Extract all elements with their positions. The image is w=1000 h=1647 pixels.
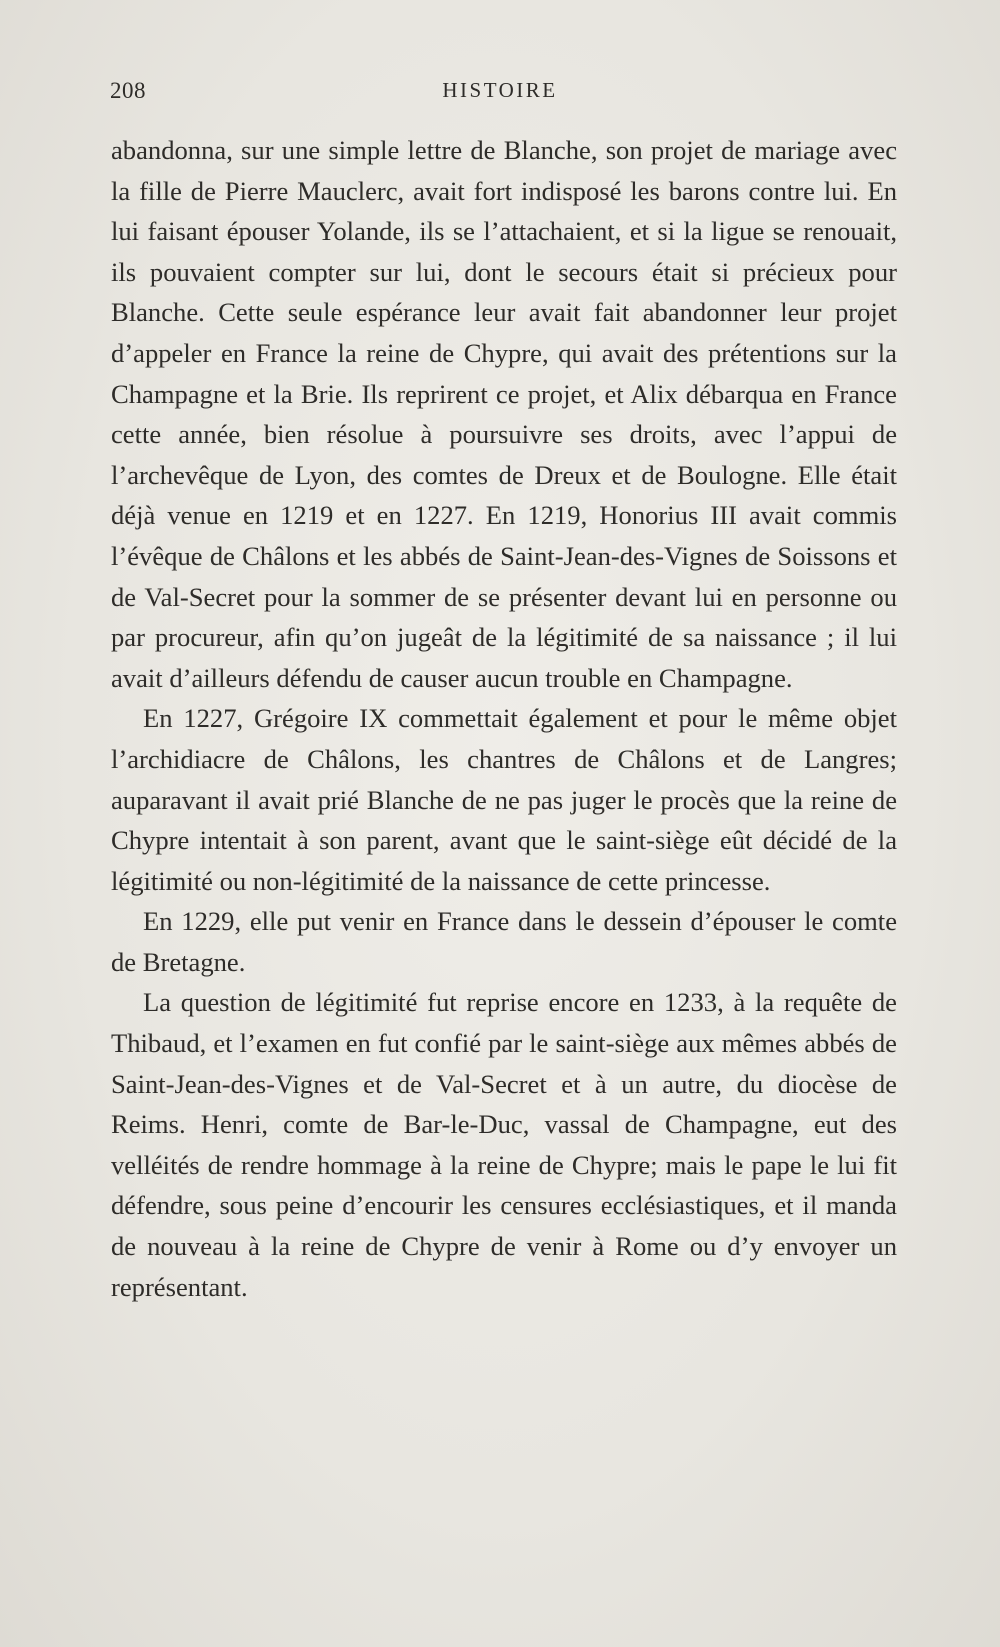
running-title: HISTOIRE bbox=[442, 78, 558, 102]
running-head bbox=[110, 78, 890, 112]
paragraph-1: abandonna, sur une simple lettre de Blanche, son projet de mariage avec la fille de Pierre Mauclerc, avait fort indisposé les barons contre lui. En lui faisant épouser Yolande, ils se l’attachaient, et si la ligue se renouait, ils pouvaient compter sur lui, dont le secours était si précieux pour Blanche. Cette seule espérance leur avait fait abandonner leur projet d’appeler en France la reine de Chypre, qui avait des prétentions sur la Champagne et la Brie. Ils reprirent ce projet, et Alix débarqua en France cette année, bien résolue à poursuivre ses droits, avec l’appui de l’archevêque de Lyon, des comtes de Dreux et de Boulogne. Elle était déjà venue en 1219 et en 1227. En 1219, Honorius III avait commis l’évêque de Châlons et les abbés de Saint-Jean-des-Vignes de Soissons et de Val-Secret pour la sommer de se présenter devant lui en personne ou par procureur, afin qu’on jugeât de la légitimité de sa naissance ; il lui avait d’ailleurs défendu de causer aucun trouble en Champagne. bbox=[111, 135, 897, 693]
page-number: 208 bbox=[110, 78, 146, 103]
paragraph-4: La question de légitimité fut reprise encore en 1233, à la requête de Thibaud, et l’examen en fut confié par le saint-siège aux mêmes abbés de Saint-Jean-des-Vignes et de Val-Secret et à un autre, du diocèse de Reims. Henri, comte de Bar-le-Duc, vassal de Champagne, eut des velléités de rendre hommage à la reine de Chypre; mais le pape le lui fit défendre, sous peine d’encourir les censures ecclésiastiques, et il manda de nouveau à la reine de Chypre de venir à Rome ou d’y envoyer un représentant. bbox=[111, 987, 897, 1302]
paragraph-3: En 1229, elle put venir en France dans le dessein d’épouser le comte de Bretagne. bbox=[111, 906, 897, 977]
paragraph-2: En 1227, Grégoire IX commettait également et pour le même objet l’archidiacre de Châlons, les chantres de Châlons et de Langres; auparavant il avait prié Blanche de ne pas juger le procès que la reine de Chypre intentait à son parent, avant que le saint-siège eût décidé de la légitimité ou non-légitimité de la naissance de cette princesse. bbox=[111, 703, 897, 896]
body-text bbox=[111, 130, 897, 1307]
